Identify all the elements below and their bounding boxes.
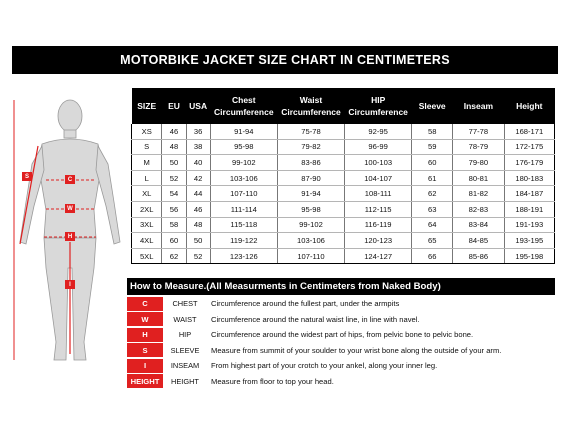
table-row <box>132 233 555 249</box>
page-title: MOTORBIKE JACKET SIZE CHART IN CENTIMETERS <box>12 46 558 74</box>
how-to-measure-heading: How to Measure.(All Measurments in Centimeters from Naked Body) <box>127 278 555 295</box>
measurement-legend <box>127 296 555 389</box>
column-header <box>132 88 162 124</box>
size-table-body <box>132 124 555 264</box>
table-cell: L <box>132 170 162 186</box>
legend-measure-name: CHEST <box>172 299 198 309</box>
table-row <box>132 186 555 202</box>
hip-marker: H <box>65 232 75 241</box>
legend-measure-name: WAIST <box>173 314 197 324</box>
size-table-header <box>132 88 555 124</box>
table-cell: 104-107 <box>345 170 412 186</box>
sleeve-marker: S <box>22 172 32 181</box>
table-cell: 184-187 <box>504 186 554 202</box>
table-cell: 46 <box>186 201 210 217</box>
legend-row <box>127 343 555 359</box>
table-cell: 92-95 <box>345 124 412 139</box>
table-cell: 84-85 <box>453 233 504 249</box>
column-header-line2: Circumference <box>348 107 408 117</box>
table-cell: 62 <box>412 186 453 202</box>
table-cell: M <box>132 155 162 171</box>
legend-code-badge: W <box>127 312 163 326</box>
legend-row <box>127 327 555 343</box>
table-cell: 48 <box>162 139 186 155</box>
table-cell: 180-183 <box>504 170 554 186</box>
column-header-line1: Chest <box>231 95 256 105</box>
column-header <box>412 88 453 124</box>
table-cell: 3XL <box>132 217 162 233</box>
table-cell: 50 <box>162 155 186 171</box>
table-cell: 52 <box>186 248 210 264</box>
table-cell: 52 <box>162 170 186 186</box>
legend-description: Circumference around the fullest part, under the armpits <box>211 299 400 309</box>
column-header <box>504 88 554 124</box>
table-cell: 61 <box>412 170 453 186</box>
table-cell: 79-80 <box>453 155 504 171</box>
table-cell: 112-115 <box>345 201 412 217</box>
table-cell: 59 <box>412 139 453 155</box>
table-cell: 91-94 <box>210 124 277 139</box>
column-header-line1: Waist <box>299 95 323 105</box>
legend-code-badge: H <box>127 328 163 342</box>
table-cell: 78-79 <box>453 139 504 155</box>
table-row <box>132 217 555 233</box>
table-cell: 66 <box>412 248 453 264</box>
legend-code-badge: HEIGHT <box>127 374 163 388</box>
table-cell: 46 <box>162 124 186 139</box>
table-cell: 123-126 <box>210 248 277 264</box>
table-cell: 64 <box>412 217 453 233</box>
table-cell: 91-94 <box>277 186 344 202</box>
table-row <box>132 248 555 264</box>
legend-measure-name: HIP <box>178 330 192 340</box>
inseam-marker: I <box>65 280 75 289</box>
size-table <box>131 88 555 264</box>
table-cell: 99-102 <box>210 155 277 171</box>
table-cell: 195-198 <box>504 248 554 264</box>
legend-measure-name: SLEEVE <box>170 345 200 355</box>
table-cell: S <box>132 139 162 155</box>
legend-description: Circumference around the natural waist line, in line with navel. <box>211 314 420 324</box>
column-header <box>210 88 277 124</box>
table-cell: 42 <box>186 170 210 186</box>
table-cell: 60 <box>412 155 453 171</box>
column-header-line1: USA <box>189 101 208 111</box>
legend-description: Measure from floor to top your head. <box>211 376 334 386</box>
column-header <box>186 88 210 124</box>
column-header-line1: Height <box>516 101 543 111</box>
table-cell: XL <box>132 186 162 202</box>
table-cell: 124-127 <box>345 248 412 264</box>
legend-row <box>127 374 555 390</box>
column-header <box>277 88 344 124</box>
table-cell: 80-81 <box>453 170 504 186</box>
legend-description: Measure from summit of your soulder to your wrist bone along the outside of your arm. <box>211 345 502 355</box>
table-cell: 36 <box>186 124 210 139</box>
body-figure <box>12 92 130 370</box>
table-cell: 115-118 <box>210 217 277 233</box>
table-cell: 62 <box>162 248 186 264</box>
table-cell: 191-193 <box>504 217 554 233</box>
legend-code-badge: S <box>127 343 163 357</box>
legend-code-badge: I <box>127 359 163 373</box>
table-cell: 50 <box>186 233 210 249</box>
column-header-line1: SIZE <box>137 101 157 111</box>
column-header-line1: Sleeve <box>418 101 446 111</box>
body-silhouette-icon <box>12 92 130 370</box>
table-cell: 65 <box>412 233 453 249</box>
table-cell: 168-171 <box>504 124 554 139</box>
table-cell: 83-86 <box>277 155 344 171</box>
column-header <box>162 88 186 124</box>
legend-description: From highest part of your crotch to your ankel, along your inner leg. <box>211 361 438 371</box>
table-cell: 81-82 <box>453 186 504 202</box>
table-cell: 103-106 <box>277 233 344 249</box>
table-cell: XS <box>132 124 162 139</box>
table-cell: 188-191 <box>504 201 554 217</box>
table-cell: 63 <box>412 201 453 217</box>
table-cell: 5XL <box>132 248 162 264</box>
table-cell: 83-84 <box>453 217 504 233</box>
table-cell: 77-78 <box>453 124 504 139</box>
table-cell: 60 <box>162 233 186 249</box>
table-cell: 4XL <box>132 233 162 249</box>
table-cell: 96-99 <box>345 139 412 155</box>
table-cell: 95-98 <box>210 139 277 155</box>
legend-code-badge: C <box>127 297 163 311</box>
table-cell: 119-122 <box>210 233 277 249</box>
table-cell: 48 <box>186 217 210 233</box>
table-cell: 111-114 <box>210 201 277 217</box>
table-cell: 95-98 <box>277 201 344 217</box>
table-cell: 99-102 <box>277 217 344 233</box>
column-header <box>453 88 504 124</box>
legend-measure-name: HEIGHT <box>171 376 199 386</box>
table-cell: 193-195 <box>504 233 554 249</box>
table-cell: 120-123 <box>345 233 412 249</box>
table-cell: 79-82 <box>277 139 344 155</box>
table-cell: 176-179 <box>504 155 554 171</box>
table-cell: 38 <box>186 139 210 155</box>
table-cell: 87-90 <box>277 170 344 186</box>
table-cell: 2XL <box>132 201 162 217</box>
table-row <box>132 170 555 186</box>
legend-row <box>127 312 555 328</box>
table-cell: 85-86 <box>453 248 504 264</box>
table-row <box>132 124 555 139</box>
legend-measure-name: INSEAM <box>170 361 200 371</box>
column-header-line1: EU <box>168 101 180 111</box>
table-cell: 172-175 <box>504 139 554 155</box>
waist-marker: W <box>65 204 75 213</box>
table-cell: 107-110 <box>277 248 344 264</box>
table-cell: 54 <box>162 186 186 202</box>
legend-row <box>127 296 555 312</box>
table-cell: 58 <box>412 124 453 139</box>
legend-row <box>127 358 555 374</box>
table-row <box>132 201 555 217</box>
legend-description: Circumference around the widest part of hips, from pelvic bone to pelvic bone. <box>211 330 474 340</box>
column-header <box>345 88 412 124</box>
table-cell: 100-103 <box>345 155 412 171</box>
column-header-line1: Inseam <box>463 101 494 111</box>
column-header-line2: Circumference <box>214 107 274 117</box>
table-cell: 103-106 <box>210 170 277 186</box>
table-cell: 44 <box>186 186 210 202</box>
table-cell: 40 <box>186 155 210 171</box>
table-cell: 75-78 <box>277 124 344 139</box>
table-row <box>132 155 555 171</box>
table-cell: 58 <box>162 217 186 233</box>
table-cell: 82-83 <box>453 201 504 217</box>
table-row <box>132 139 555 155</box>
column-header-line2: Circumference <box>281 107 341 117</box>
chest-marker: C <box>65 175 75 184</box>
table-cell: 116-119 <box>345 217 412 233</box>
table-cell: 107-110 <box>210 186 277 202</box>
table-cell: 108-111 <box>345 186 412 202</box>
table-cell: 56 <box>162 201 186 217</box>
column-header-line1: HIP <box>371 95 386 105</box>
